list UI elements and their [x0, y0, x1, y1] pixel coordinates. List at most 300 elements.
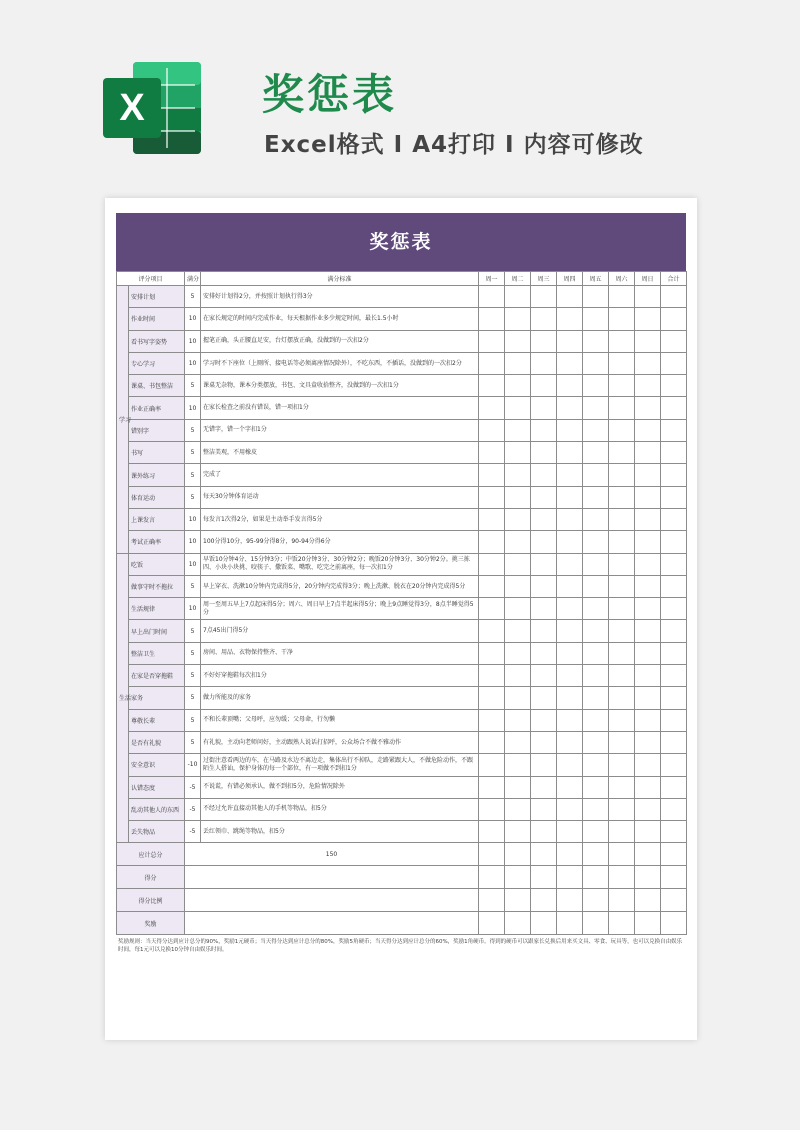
day-score-cell[interactable]	[583, 776, 609, 798]
day-score-cell[interactable]	[583, 687, 609, 709]
day-score-cell[interactable]	[557, 553, 583, 575]
day-score-cell[interactable]	[661, 798, 687, 820]
day-score-cell[interactable]	[635, 912, 661, 935]
day-score-cell[interactable]	[583, 843, 609, 866]
score-cell: 5	[185, 464, 201, 486]
footer-value[interactable]	[185, 866, 479, 889]
day-score-cell[interactable]	[635, 709, 661, 731]
day-score-cell[interactable]	[609, 687, 635, 709]
day-score-cell[interactable]	[661, 352, 687, 374]
item-cell: 早上出门时间	[129, 620, 185, 642]
day-score-cell[interactable]	[583, 642, 609, 664]
day-score-cell[interactable]	[583, 754, 609, 776]
day-score-cell[interactable]	[635, 531, 661, 553]
day-score-cell[interactable]	[661, 598, 687, 620]
day-score-cell[interactable]	[635, 798, 661, 820]
day-score-cell[interactable]	[505, 709, 531, 731]
excel-logo-icon	[103, 62, 203, 154]
table-row	[117, 508, 687, 530]
day-score-cell[interactable]	[479, 731, 505, 753]
table-row	[117, 575, 687, 597]
day-score-cell[interactable]	[531, 508, 557, 530]
svg-text:X: X	[119, 87, 145, 129]
day-score-cell[interactable]	[557, 352, 583, 374]
day-score-cell[interactable]	[661, 843, 687, 866]
score-cell: 5	[185, 486, 201, 508]
day-score-cell[interactable]	[505, 308, 531, 330]
day-score-cell[interactable]	[635, 330, 661, 352]
day-score-cell[interactable]	[531, 598, 557, 620]
day-score-cell[interactable]	[583, 419, 609, 441]
day-score-cell[interactable]	[635, 598, 661, 620]
standard-cell: 每发言1次得2分，如果是主动举手发言得5分	[201, 508, 479, 530]
day-score-cell[interactable]	[583, 486, 609, 508]
footer-value[interactable]: 150	[185, 843, 479, 866]
day-score-cell[interactable]	[661, 687, 687, 709]
standard-cell: 7点45出门得5分	[201, 620, 479, 642]
header-cell: 周五	[583, 272, 609, 286]
day-score-cell[interactable]	[505, 531, 531, 553]
standard-cell: 早饭10分钟4分、15分钟3分；中饭20分钟3分、30分钟2分；晚饭20分钟3分、30分钟2分。挑三拣四、小块小块挑、咬筷子、撒饭菜、嘴歌、吃完之前离座，每一次扣1分	[201, 553, 479, 575]
day-score-cell[interactable]	[661, 419, 687, 441]
day-score-cell[interactable]	[479, 709, 505, 731]
day-score-cell[interactable]	[609, 843, 635, 866]
day-score-cell[interactable]	[661, 308, 687, 330]
day-score-cell[interactable]	[609, 709, 635, 731]
day-score-cell[interactable]	[531, 575, 557, 597]
day-score-cell[interactable]	[609, 553, 635, 575]
day-score-cell[interactable]	[479, 464, 505, 486]
day-score-cell[interactable]	[635, 665, 661, 687]
day-score-cell[interactable]	[609, 642, 635, 664]
day-score-cell[interactable]	[557, 598, 583, 620]
day-score-cell[interactable]	[557, 419, 583, 441]
day-score-cell[interactable]	[505, 731, 531, 753]
item-cell: 安全意识	[129, 754, 185, 776]
day-score-cell[interactable]	[583, 821, 609, 843]
day-score-cell[interactable]	[583, 553, 609, 575]
day-score-cell[interactable]	[531, 687, 557, 709]
day-score-cell[interactable]	[557, 866, 583, 889]
day-score-cell[interactable]	[531, 866, 557, 889]
table-row	[117, 709, 687, 731]
day-score-cell[interactable]	[505, 375, 531, 397]
day-score-cell[interactable]	[635, 642, 661, 664]
footer-label: 得分比例	[117, 889, 185, 912]
day-score-cell[interactable]	[609, 889, 635, 912]
day-score-cell[interactable]	[635, 464, 661, 486]
day-score-cell[interactable]	[583, 397, 609, 419]
standard-cell: 有礼貌，主动向老师问好，主动跟熟人说话打招呼，公众场合不做不雅动作	[201, 731, 479, 753]
day-score-cell[interactable]	[635, 731, 661, 753]
day-score-cell[interactable]	[609, 464, 635, 486]
table-row	[117, 308, 687, 330]
day-score-cell[interactable]	[505, 486, 531, 508]
day-score-cell[interactable]	[557, 397, 583, 419]
day-score-cell[interactable]	[505, 397, 531, 419]
day-score-cell[interactable]	[661, 508, 687, 530]
day-score-cell[interactable]	[557, 642, 583, 664]
day-score-cell[interactable]	[661, 889, 687, 912]
day-score-cell[interactable]	[531, 531, 557, 553]
day-score-cell[interactable]	[557, 687, 583, 709]
day-score-cell[interactable]	[583, 308, 609, 330]
day-score-cell[interactable]	[609, 397, 635, 419]
day-score-cell[interactable]	[661, 642, 687, 664]
day-score-cell[interactable]	[479, 598, 505, 620]
day-score-cell[interactable]	[479, 419, 505, 441]
day-score-cell[interactable]	[661, 731, 687, 753]
day-score-cell[interactable]	[557, 889, 583, 912]
day-score-cell[interactable]	[609, 352, 635, 374]
category-cell: 学习	[117, 286, 129, 554]
day-score-cell[interactable]	[583, 531, 609, 553]
item-cell: 错别字	[129, 419, 185, 441]
day-score-cell[interactable]	[531, 709, 557, 731]
score-cell: 10	[185, 553, 201, 575]
day-score-cell[interactable]	[479, 889, 505, 912]
day-score-cell[interactable]	[635, 553, 661, 575]
day-score-cell[interactable]	[661, 620, 687, 642]
day-score-cell[interactable]	[557, 330, 583, 352]
day-score-cell[interactable]	[531, 665, 557, 687]
day-score-cell[interactable]	[531, 308, 557, 330]
day-score-cell[interactable]	[583, 286, 609, 308]
day-score-cell[interactable]	[635, 486, 661, 508]
standard-cell: 过街注意看两边的车，在马路及水边不离边走，集体出行不掉队，走路紧跟大人，不做危险动作，不跟陌生人搭讪，保护身体的每一个部位，有一项做不到扣1分	[201, 754, 479, 776]
header-cell: 满分	[185, 272, 201, 286]
reward-rules-note: 奖励规则：当天得分达到应计总分的90%，奖励1元硬币；当天得分达到应计总分的80%，奖励5角硬币；当天得分达到应计总分的60%，奖励1角硬币。得到的硬币可以跟家长兑换后用来买文具、零食、玩具等，也可以兑换自由娱乐时间，每1元可以兑换10分钟自由娱乐时间。	[118, 939, 683, 954]
day-score-cell[interactable]	[479, 397, 505, 419]
day-score-cell[interactable]	[531, 464, 557, 486]
day-score-cell[interactable]	[531, 352, 557, 374]
day-score-cell[interactable]	[635, 286, 661, 308]
table-row	[117, 375, 687, 397]
day-score-cell[interactable]	[557, 821, 583, 843]
day-score-cell[interactable]	[609, 866, 635, 889]
score-cell: 10	[185, 308, 201, 330]
item-cell: 安排计划	[129, 286, 185, 308]
day-score-cell[interactable]	[531, 776, 557, 798]
day-score-cell[interactable]	[479, 620, 505, 642]
footer-value[interactable]	[185, 912, 479, 935]
day-score-cell[interactable]	[479, 375, 505, 397]
day-score-cell[interactable]	[661, 531, 687, 553]
footer-row	[117, 843, 687, 866]
footer-row	[117, 866, 687, 889]
day-score-cell[interactable]	[505, 575, 531, 597]
day-score-cell[interactable]	[661, 665, 687, 687]
day-score-cell[interactable]	[479, 486, 505, 508]
day-score-cell[interactable]	[557, 754, 583, 776]
day-score-cell[interactable]	[531, 553, 557, 575]
day-score-cell[interactable]	[635, 821, 661, 843]
day-score-cell[interactable]	[583, 665, 609, 687]
day-score-cell[interactable]	[583, 330, 609, 352]
day-score-cell[interactable]	[583, 731, 609, 753]
item-cell: 体育运动	[129, 486, 185, 508]
day-score-cell[interactable]	[531, 642, 557, 664]
day-score-cell[interactable]	[635, 754, 661, 776]
day-score-cell[interactable]	[479, 553, 505, 575]
table-row	[117, 286, 687, 308]
day-score-cell[interactable]	[505, 620, 531, 642]
day-score-cell[interactable]	[479, 642, 505, 664]
day-score-cell[interactable]	[661, 575, 687, 597]
day-score-cell[interactable]	[557, 508, 583, 530]
day-score-cell[interactable]	[609, 486, 635, 508]
day-score-cell[interactable]	[583, 889, 609, 912]
reward-table	[116, 271, 687, 935]
day-score-cell[interactable]	[583, 620, 609, 642]
day-score-cell[interactable]	[661, 553, 687, 575]
day-score-cell[interactable]	[505, 798, 531, 820]
day-score-cell[interactable]	[505, 330, 531, 352]
day-score-cell[interactable]	[531, 419, 557, 441]
day-score-cell[interactable]	[479, 352, 505, 374]
day-score-cell[interactable]	[505, 419, 531, 441]
day-score-cell[interactable]	[583, 352, 609, 374]
day-score-cell[interactable]	[609, 286, 635, 308]
table-row	[117, 442, 687, 464]
day-score-cell[interactable]	[479, 508, 505, 530]
day-score-cell[interactable]	[505, 553, 531, 575]
day-score-cell[interactable]	[661, 397, 687, 419]
day-score-cell[interactable]	[635, 397, 661, 419]
day-score-cell[interactable]	[661, 286, 687, 308]
day-score-cell[interactable]	[557, 464, 583, 486]
day-score-cell[interactable]	[479, 575, 505, 597]
day-score-cell[interactable]	[635, 419, 661, 441]
day-score-cell[interactable]	[557, 442, 583, 464]
standard-cell: 做力所能及的家务	[201, 687, 479, 709]
standard-cell: 课桌无杂物，课本分类摆放，书包、文具盒收拾整齐，没做到的一次扣1分	[201, 375, 479, 397]
day-score-cell[interactable]	[557, 798, 583, 820]
day-score-cell[interactable]	[531, 912, 557, 935]
standard-cell: 完成了	[201, 464, 479, 486]
day-score-cell[interactable]	[505, 665, 531, 687]
day-score-cell[interactable]	[479, 821, 505, 843]
day-score-cell[interactable]	[479, 531, 505, 553]
day-score-cell[interactable]	[557, 620, 583, 642]
day-score-cell[interactable]	[531, 843, 557, 866]
day-score-cell[interactable]	[609, 308, 635, 330]
day-score-cell[interactable]	[635, 442, 661, 464]
day-score-cell[interactable]	[531, 397, 557, 419]
day-score-cell[interactable]	[531, 798, 557, 820]
day-score-cell[interactable]	[505, 754, 531, 776]
day-score-cell[interactable]	[505, 821, 531, 843]
table-row	[117, 798, 687, 820]
day-score-cell[interactable]	[661, 709, 687, 731]
footer-row	[117, 912, 687, 935]
day-score-cell[interactable]	[635, 352, 661, 374]
day-score-cell[interactable]	[505, 776, 531, 798]
day-score-cell[interactable]	[531, 442, 557, 464]
day-score-cell[interactable]	[583, 912, 609, 935]
header-cell: 周六	[609, 272, 635, 286]
table-row	[117, 642, 687, 664]
day-score-cell[interactable]	[583, 508, 609, 530]
standard-cell: 在家长规定的时间内完成作业，每天根据作业多少规定时间，最长1.5小时	[201, 308, 479, 330]
day-score-cell[interactable]	[609, 598, 635, 620]
day-score-cell[interactable]	[531, 754, 557, 776]
day-score-cell[interactable]	[505, 442, 531, 464]
standard-cell: 学习时不下座位（上厕所、接电话等必须离座情况除外），不吃东西，不插话，没做到的一次扣2分	[201, 352, 479, 374]
day-score-cell[interactable]	[609, 620, 635, 642]
day-score-cell[interactable]	[557, 731, 583, 753]
day-score-cell[interactable]	[635, 575, 661, 597]
day-score-cell[interactable]	[531, 889, 557, 912]
table-row	[117, 754, 687, 776]
day-score-cell[interactable]	[609, 821, 635, 843]
day-score-cell[interactable]	[609, 575, 635, 597]
day-score-cell[interactable]	[505, 464, 531, 486]
day-score-cell[interactable]	[479, 776, 505, 798]
table-row	[117, 352, 687, 374]
day-score-cell[interactable]	[557, 308, 583, 330]
day-score-cell[interactable]	[505, 687, 531, 709]
day-score-cell[interactable]	[609, 776, 635, 798]
day-score-cell[interactable]	[557, 286, 583, 308]
day-score-cell[interactable]	[609, 508, 635, 530]
day-score-cell[interactable]	[583, 798, 609, 820]
day-score-cell[interactable]	[609, 665, 635, 687]
day-score-cell[interactable]	[609, 754, 635, 776]
day-score-cell[interactable]	[531, 486, 557, 508]
score-cell: 5	[185, 442, 201, 464]
day-score-cell[interactable]	[479, 330, 505, 352]
standard-cell: 整洁美观，不用橡皮	[201, 442, 479, 464]
day-score-cell[interactable]	[583, 598, 609, 620]
day-score-cell[interactable]	[661, 821, 687, 843]
day-score-cell[interactable]	[661, 464, 687, 486]
day-score-cell[interactable]	[479, 912, 505, 935]
score-cell: -5	[185, 798, 201, 820]
day-score-cell[interactable]	[505, 889, 531, 912]
day-score-cell[interactable]	[635, 308, 661, 330]
standard-cell: 房间、用品、衣物保持整齐、干净	[201, 642, 479, 664]
day-score-cell[interactable]	[531, 286, 557, 308]
standard-cell: 在家长检查之前没有错误，错一项扣1分	[201, 397, 479, 419]
header-cell: 周日	[635, 272, 661, 286]
table-row	[117, 821, 687, 843]
day-score-cell[interactable]	[609, 531, 635, 553]
day-score-cell[interactable]	[479, 308, 505, 330]
day-score-cell[interactable]	[635, 687, 661, 709]
day-score-cell[interactable]	[609, 375, 635, 397]
day-score-cell[interactable]	[635, 776, 661, 798]
day-score-cell[interactable]	[531, 821, 557, 843]
day-score-cell[interactable]	[505, 352, 531, 374]
day-score-cell[interactable]	[505, 598, 531, 620]
day-score-cell[interactable]	[661, 776, 687, 798]
day-score-cell[interactable]	[635, 620, 661, 642]
standard-cell: 早上穿衣、洗漱10分钟内完成得5分，20分钟内完成得3分；晚上洗漱、脱衣在20分钟内完成得5分	[201, 575, 479, 597]
day-score-cell[interactable]	[479, 754, 505, 776]
day-score-cell[interactable]	[661, 442, 687, 464]
footer-value[interactable]	[185, 889, 479, 912]
day-score-cell[interactable]	[531, 330, 557, 352]
day-score-cell[interactable]	[557, 375, 583, 397]
day-score-cell[interactable]	[661, 330, 687, 352]
day-score-cell[interactable]	[479, 286, 505, 308]
item-cell: 考试正确率	[129, 531, 185, 553]
day-score-cell[interactable]	[505, 286, 531, 308]
day-score-cell[interactable]	[609, 798, 635, 820]
score-cell: 5	[185, 419, 201, 441]
day-score-cell[interactable]	[661, 375, 687, 397]
day-score-cell[interactable]	[635, 889, 661, 912]
header-cell: 满分标准	[201, 272, 479, 286]
day-score-cell[interactable]	[479, 442, 505, 464]
day-score-cell[interactable]	[479, 665, 505, 687]
day-score-cell[interactable]	[557, 709, 583, 731]
day-score-cell[interactable]	[609, 330, 635, 352]
day-score-cell[interactable]	[557, 843, 583, 866]
score-cell: 5	[185, 575, 201, 597]
day-score-cell[interactable]	[557, 665, 583, 687]
day-score-cell[interactable]	[505, 508, 531, 530]
table-row	[117, 598, 687, 620]
day-score-cell[interactable]	[557, 776, 583, 798]
day-score-cell[interactable]	[583, 375, 609, 397]
day-score-cell[interactable]	[479, 798, 505, 820]
score-cell: 5	[185, 620, 201, 642]
day-score-cell[interactable]	[609, 912, 635, 935]
day-score-cell[interactable]	[557, 912, 583, 935]
day-score-cell[interactable]	[661, 486, 687, 508]
day-score-cell[interactable]	[479, 866, 505, 889]
day-score-cell[interactable]	[635, 508, 661, 530]
day-score-cell[interactable]	[583, 709, 609, 731]
day-score-cell[interactable]	[505, 866, 531, 889]
score-cell: 5	[185, 286, 201, 308]
day-score-cell[interactable]	[609, 731, 635, 753]
day-score-cell[interactable]	[531, 731, 557, 753]
day-score-cell[interactable]	[531, 375, 557, 397]
day-score-cell[interactable]	[583, 464, 609, 486]
day-score-cell[interactable]	[635, 375, 661, 397]
day-score-cell[interactable]	[505, 642, 531, 664]
day-score-cell[interactable]	[505, 843, 531, 866]
score-cell: 10	[185, 352, 201, 374]
day-score-cell[interactable]	[531, 620, 557, 642]
standard-cell: 不和长辈顶嘴；父母呼，应勿缓；父母命，行勿懒	[201, 709, 479, 731]
day-score-cell[interactable]	[583, 442, 609, 464]
day-score-cell[interactable]	[479, 687, 505, 709]
day-score-cell[interactable]	[661, 754, 687, 776]
day-score-cell[interactable]	[609, 442, 635, 464]
day-score-cell[interactable]	[505, 912, 531, 935]
day-score-cell[interactable]	[583, 575, 609, 597]
day-score-cell[interactable]	[557, 486, 583, 508]
day-score-cell[interactable]	[557, 575, 583, 597]
item-cell: 是否有礼貌	[129, 731, 185, 753]
day-score-cell[interactable]	[661, 912, 687, 935]
standard-cell: 不说谎，有错必须承认，做不到扣5分，危险情况除外	[201, 776, 479, 798]
standard-cell: 不好好穿拖鞋每次扣1分	[201, 665, 479, 687]
day-score-cell[interactable]	[479, 843, 505, 866]
day-score-cell[interactable]	[635, 866, 661, 889]
day-score-cell[interactable]	[635, 843, 661, 866]
day-score-cell[interactable]	[583, 866, 609, 889]
day-score-cell[interactable]	[609, 419, 635, 441]
table-row	[117, 419, 687, 441]
day-score-cell[interactable]	[661, 866, 687, 889]
document-page	[105, 198, 697, 1040]
day-score-cell[interactable]	[557, 531, 583, 553]
